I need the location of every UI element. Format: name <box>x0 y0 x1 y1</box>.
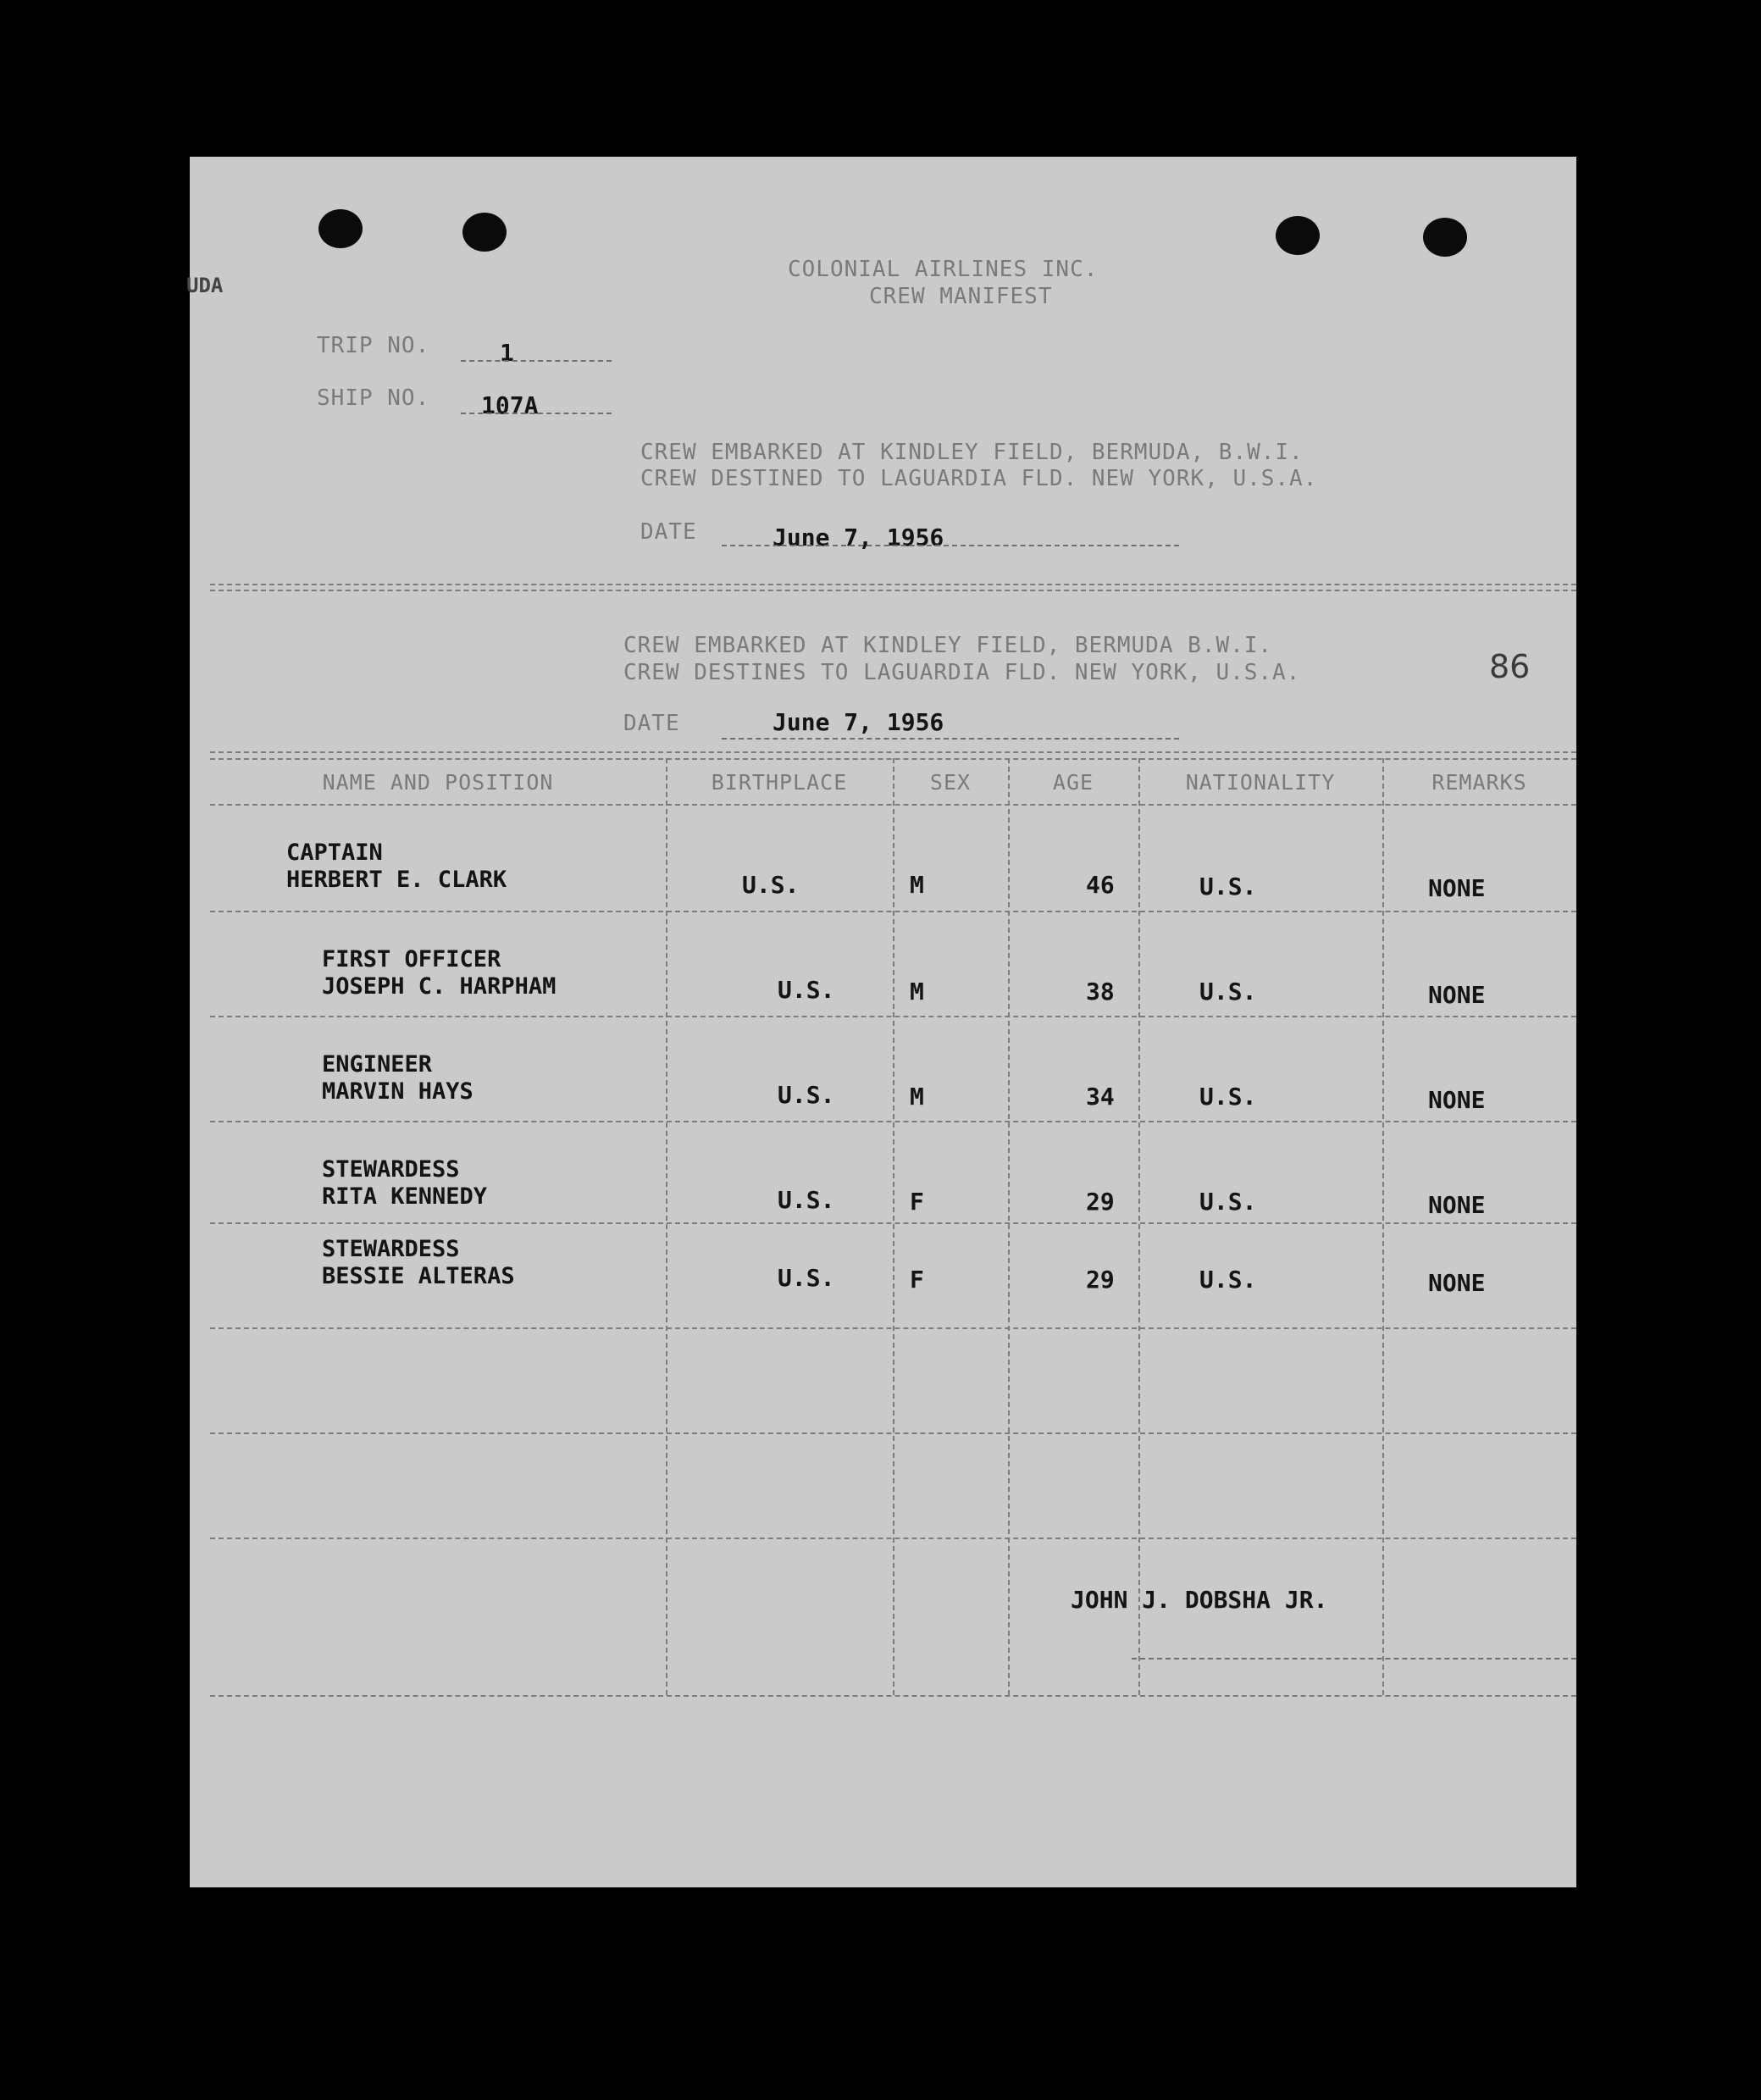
crew-birthplace: U.S. <box>742 871 800 899</box>
row-rule <box>210 1327 1576 1329</box>
row-rule <box>210 1222 1576 1224</box>
crew-age: 29 <box>1086 1188 1115 1216</box>
document-title: CREW MANIFEST <box>869 284 1053 309</box>
row-rule <box>210 1121 1576 1122</box>
column-header: BIRTHPLACE <box>711 770 848 795</box>
crew-nationality: U.S. <box>1199 1266 1257 1294</box>
section1-date-underline <box>722 545 1179 546</box>
section1-embarked: CREW EMBARKED AT KINDLEY FIELD, BERMUDA, B.W.I. <box>640 440 1304 465</box>
table-top-rule <box>210 751 1576 753</box>
crew-age: 29 <box>1086 1266 1115 1294</box>
crew-position: FIRST OFFICER <box>322 946 501 972</box>
crew-birthplace: U.S. <box>778 1081 835 1109</box>
crew-remarks: NONE <box>1428 1269 1486 1297</box>
column-header: NAME AND POSITION <box>322 770 554 795</box>
company-name: COLONIAL AIRLINES INC. <box>788 257 1099 282</box>
section1-date-value: June 7, 1956 <box>773 524 944 551</box>
column-header: NATIONALITY <box>1185 770 1336 795</box>
section2-date-label: DATE <box>623 711 680 736</box>
column-header: REMARKS <box>1432 770 1527 795</box>
crew-remarks: NONE <box>1428 1191 1486 1219</box>
crew-age: 46 <box>1086 871 1115 899</box>
row-rule <box>210 911 1576 912</box>
crew-position: STEWARDESS <box>322 1236 460 1262</box>
crew-remarks: NONE <box>1428 981 1486 1009</box>
crew-name: HERBERT E. CLARK <box>286 867 507 893</box>
trip-label: TRIP NO. <box>317 333 430 358</box>
crew-nationality: U.S. <box>1199 1083 1257 1111</box>
section-divider <box>210 590 1576 591</box>
punch-hole <box>318 209 363 248</box>
crew-position: ENGINEER <box>322 1051 433 1078</box>
trip-value: 1 <box>500 339 514 367</box>
section2-date-value: June 7, 1956 <box>773 708 944 736</box>
column-header: SEX <box>929 770 972 795</box>
crew-sex: M <box>910 871 924 899</box>
crew-nationality: U.S. <box>1199 873 1257 900</box>
crew-remarks: NONE <box>1428 874 1486 902</box>
crew-nationality: U.S. <box>1199 1188 1257 1216</box>
section-divider <box>210 584 1576 585</box>
edge-fragment: UDA <box>186 274 224 297</box>
crew-birthplace: U.S. <box>778 1186 835 1214</box>
crew-nationality: U.S. <box>1199 978 1257 1006</box>
row-rule <box>210 1538 1576 1539</box>
column-divider <box>1382 758 1384 1695</box>
crew-sex: F <box>910 1188 924 1216</box>
punch-hole <box>462 213 507 252</box>
section2-destined: CREW DESTINES TO LAGUARDIA FLD. NEW YORK, U.S.A. <box>623 660 1301 685</box>
ship-underline <box>461 413 612 414</box>
ship-value: 107A <box>481 391 539 419</box>
crew-name: BESSIE ALTERAS <box>322 1263 515 1289</box>
page-number: 86 <box>1489 648 1531 685</box>
section1-destined: CREW DESTINED TO LAGUARDIA FLD. NEW YORK, U.S.A. <box>640 466 1318 491</box>
punch-hole <box>1276 216 1320 255</box>
crew-name: JOSEPH C. HARPHAM <box>322 973 557 1000</box>
column-divider <box>893 758 894 1695</box>
crew-age: 34 <box>1086 1083 1115 1111</box>
crew-sex: M <box>910 978 924 1006</box>
crew-sex: F <box>910 1266 924 1294</box>
row-rule <box>210 1016 1576 1017</box>
crew-position: CAPTAIN <box>286 839 383 866</box>
section2-date-underline <box>722 738 1179 740</box>
crew-remarks: NONE <box>1428 1086 1486 1114</box>
row-rule <box>210 1695 1576 1697</box>
crew-name: RITA KENNEDY <box>322 1183 488 1210</box>
crew-name: MARVIN HAYS <box>322 1078 473 1105</box>
crew-birthplace: U.S. <box>778 1264 835 1292</box>
crew-age: 38 <box>1086 978 1115 1006</box>
manifest-page <box>186 157 1576 1887</box>
column-divider <box>666 758 667 1695</box>
trip-underline <box>461 360 612 362</box>
signature-line <box>1132 1658 1576 1659</box>
ship-label: SHIP NO. <box>317 385 430 411</box>
column-header: AGE <box>1052 770 1094 795</box>
column-divider <box>1138 758 1140 1695</box>
section1-date-label: DATE <box>640 519 697 545</box>
signatory-name: JOHN J. DOBSHA JR. <box>1071 1586 1328 1614</box>
crew-position: STEWARDESS <box>322 1156 460 1183</box>
section2-embarked: CREW EMBARKED AT KINDLEY FIELD, BERMUDA B.W.I. <box>623 633 1273 658</box>
column-divider <box>1008 758 1010 1695</box>
crew-sex: M <box>910 1083 924 1111</box>
crew-birthplace: U.S. <box>778 976 835 1004</box>
row-rule <box>210 1432 1576 1434</box>
punch-hole <box>1423 218 1467 257</box>
